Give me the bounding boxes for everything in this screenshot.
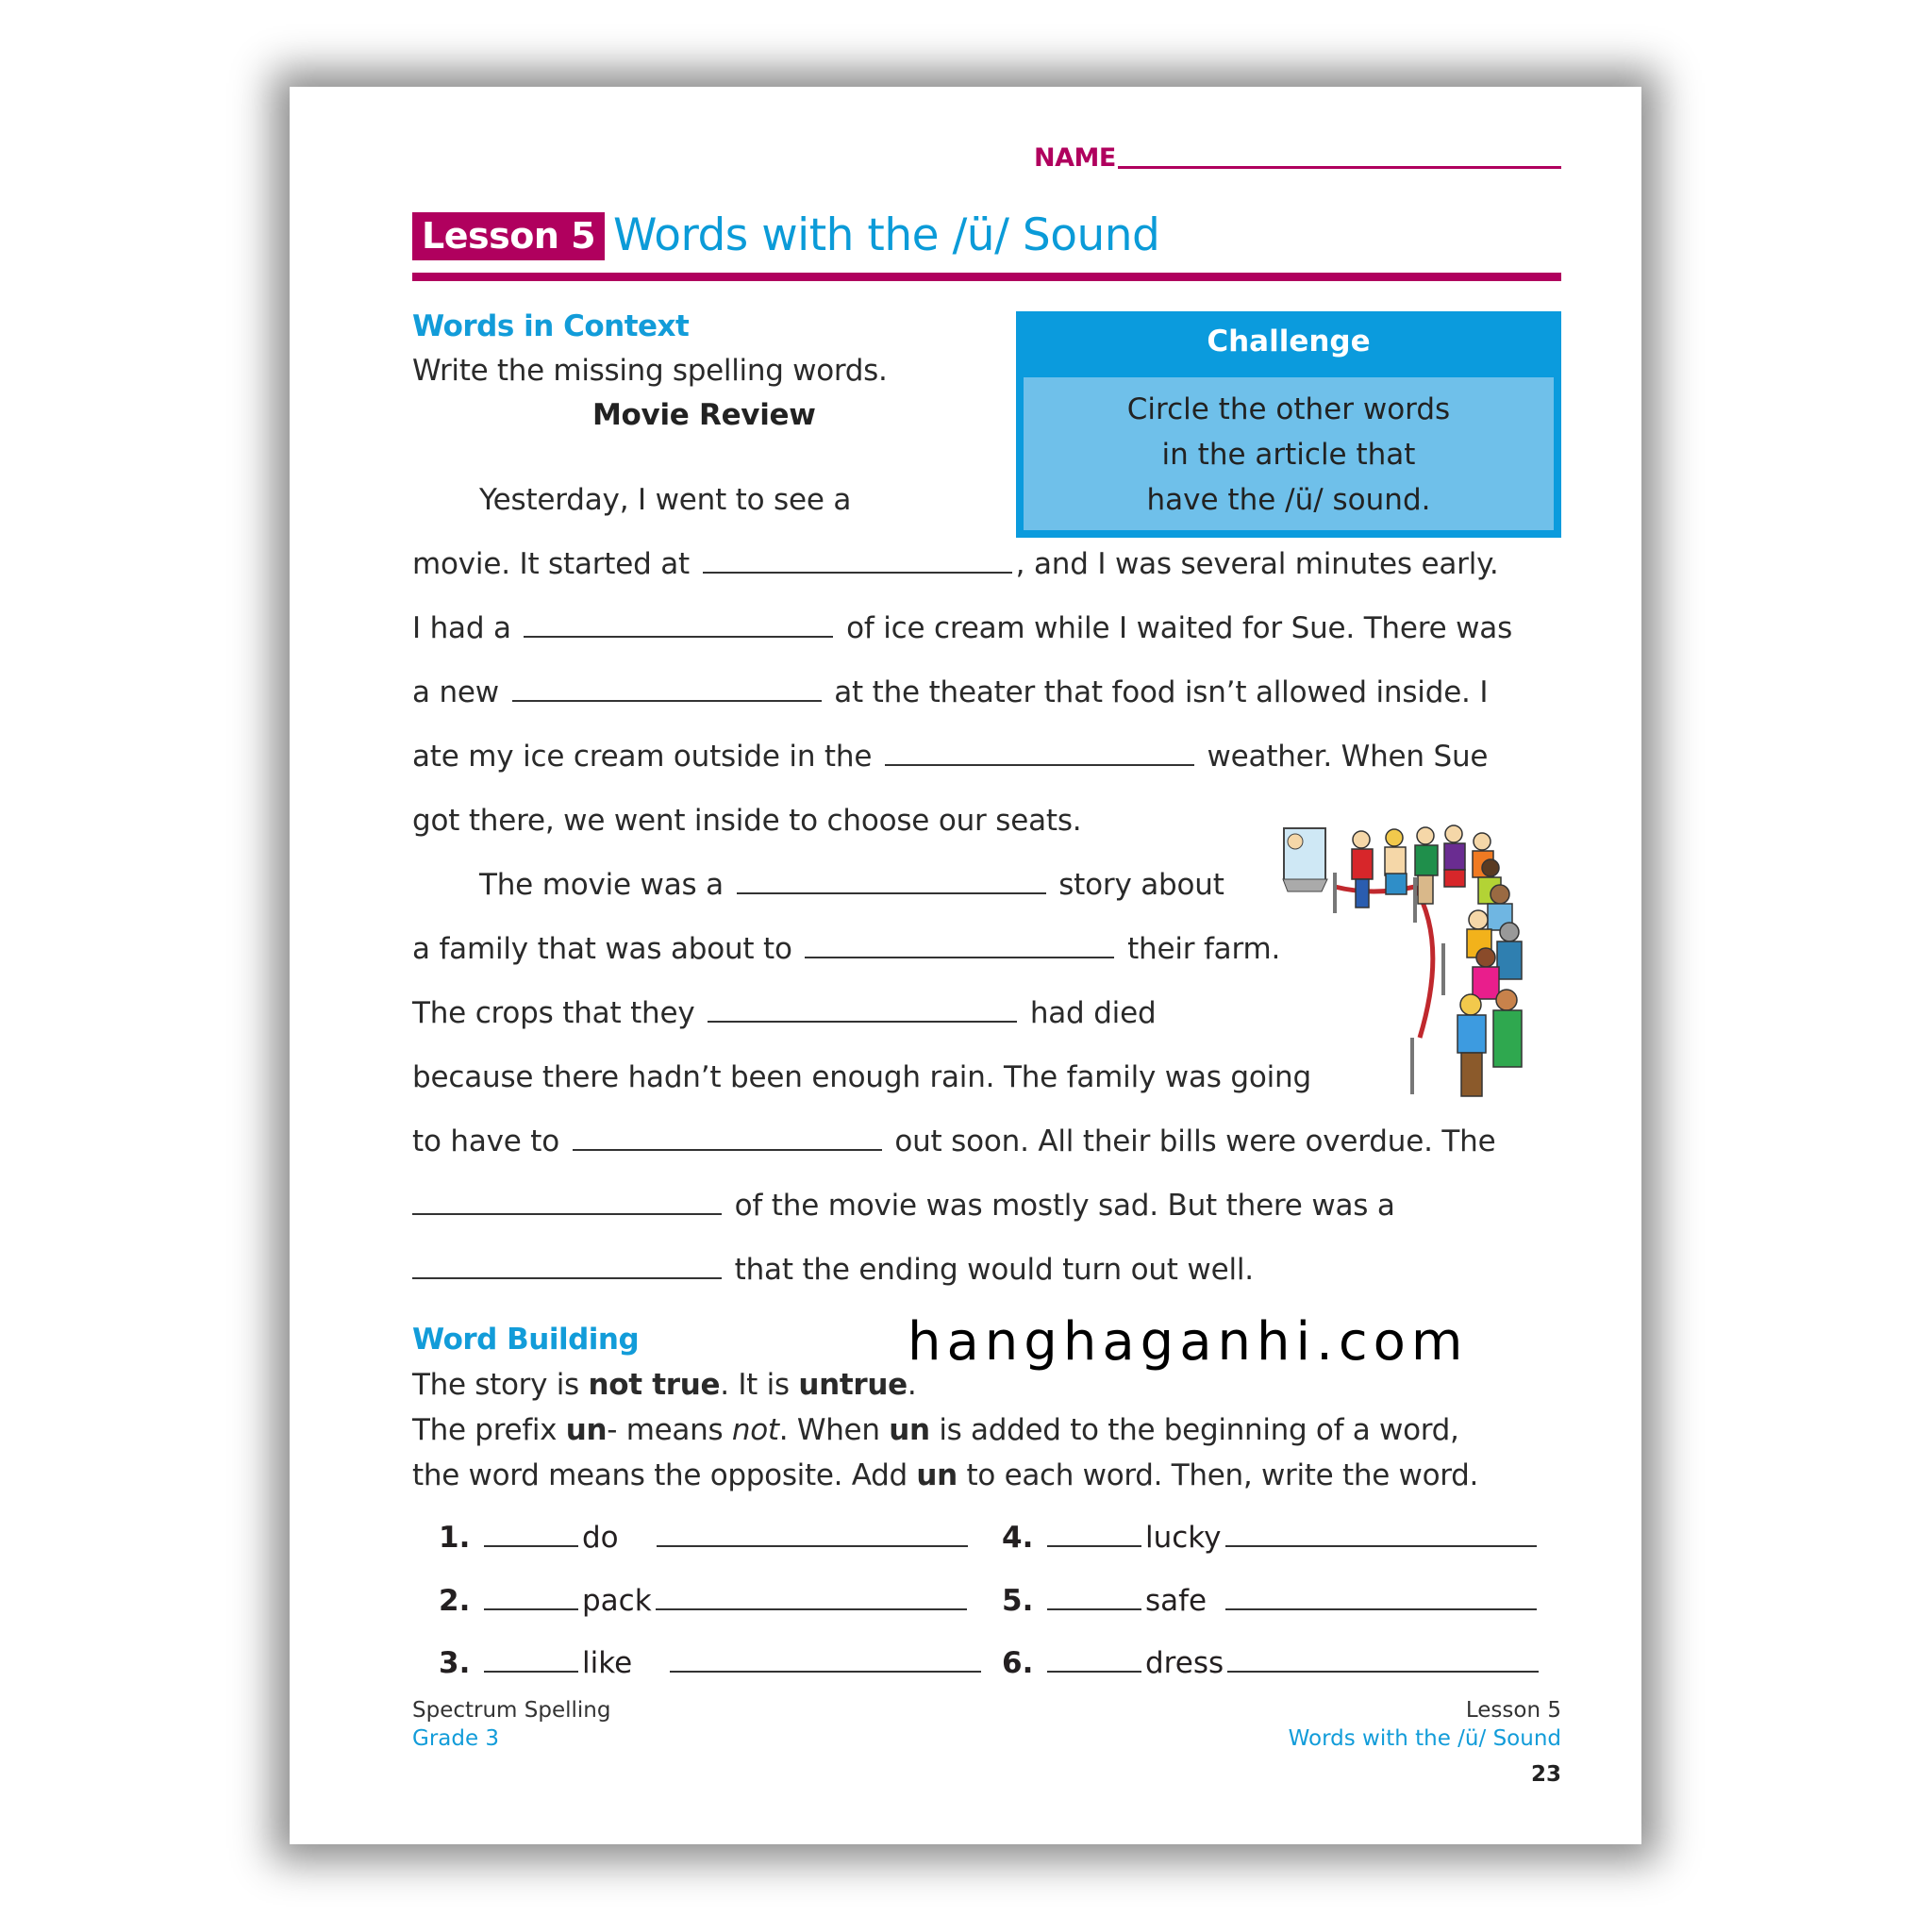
item-number: 6.	[1002, 1646, 1034, 1680]
word-item-5	[1002, 1584, 1541, 1618]
item-number: 1.	[439, 1521, 471, 1555]
text: - means	[607, 1413, 732, 1447]
answer-blank[interactable]	[737, 891, 1046, 894]
article-line-3	[412, 611, 1512, 645]
answer-blank[interactable]	[1227, 1670, 1539, 1673]
answer-blank[interactable]	[1225, 1607, 1537, 1610]
base-word: like	[582, 1646, 633, 1680]
line-text: story about	[1058, 868, 1224, 902]
challenge-line: have the /ü/ sound.	[1146, 483, 1431, 517]
answer-blank[interactable]	[656, 1607, 967, 1610]
article-line-6	[412, 804, 1081, 838]
article-line-10	[412, 1060, 1311, 1094]
footer-book-title: Spectrum Spelling	[412, 1698, 611, 1723]
word-item-6	[1002, 1646, 1542, 1680]
line-text: that the ending would turn out well.	[734, 1253, 1254, 1287]
name-field-line[interactable]	[1118, 166, 1561, 169]
line-text: The crops that they	[412, 996, 695, 1030]
text: The story is	[412, 1368, 589, 1402]
answer-blank[interactable]	[657, 1544, 968, 1547]
line-text: of the movie was mostly sad. But there was a	[734, 1189, 1395, 1223]
article-line-12	[412, 1189, 1395, 1223]
answer-blank[interactable]	[412, 1212, 722, 1215]
challenge-body	[1024, 377, 1554, 530]
item-number: 2.	[439, 1584, 471, 1618]
item-number: 3.	[439, 1646, 471, 1680]
explanation-line-1	[412, 1413, 1459, 1447]
word-building-heading: Word Building	[412, 1323, 640, 1357]
line-text: of ice cream while I waited for Sue. There was	[846, 611, 1513, 645]
name-label: NAME	[1034, 143, 1116, 173]
article-line-8	[412, 932, 1280, 966]
challenge-box	[1016, 311, 1561, 538]
bold-text: not true	[588, 1368, 721, 1402]
challenge-line: Circle the other words	[1126, 392, 1451, 426]
answer-blank[interactable]	[412, 1276, 722, 1279]
answer-blank[interactable]	[703, 571, 1012, 574]
base-word: pack	[582, 1584, 652, 1618]
prefix-blank[interactable]	[1047, 1544, 1141, 1547]
answer-blank[interactable]	[708, 1020, 1017, 1023]
article-line-2	[412, 547, 1499, 581]
prefix-blank[interactable]	[484, 1607, 578, 1610]
answer-blank[interactable]	[885, 763, 1194, 766]
line-text: because there hadn’t been enough rain. The family was going	[412, 1060, 1311, 1094]
page-title: Words with the /ü/ Sound	[613, 209, 1160, 261]
line-text: a family that was about to	[412, 932, 792, 966]
text: the word means the opposite. Add	[412, 1458, 917, 1492]
line-text: I had a	[412, 611, 511, 645]
answer-blank[interactable]	[1225, 1544, 1537, 1547]
line-text: got there, we went inside to choose our seats.	[412, 804, 1082, 838]
line-text: , and I was several minutes early.	[1015, 547, 1499, 581]
prefix-blank[interactable]	[1047, 1607, 1141, 1610]
line-text: weather. When Sue	[1207, 740, 1489, 774]
text: is added to the beginning of a word,	[929, 1413, 1459, 1447]
word-item-2	[439, 1584, 971, 1618]
article-line-4	[412, 675, 1488, 709]
title-divider	[412, 273, 1561, 281]
line-text: out soon. All their bills were overdue. The	[894, 1124, 1496, 1158]
prefix-blank[interactable]	[484, 1670, 578, 1673]
article-line-11	[412, 1124, 1495, 1158]
base-word: safe	[1145, 1584, 1208, 1618]
movie-line-illustration	[1259, 811, 1552, 1113]
base-word: lucky	[1145, 1521, 1222, 1555]
bold-text: un	[889, 1413, 930, 1447]
footer-lesson-title: Words with the /ü/ Sound	[1288, 1726, 1561, 1751]
instruction-text: Write the missing spelling words.	[412, 354, 888, 388]
line-text: movie. It started at	[412, 547, 691, 581]
article-line-1	[479, 483, 851, 517]
people-in-line-icon	[1259, 811, 1552, 1113]
answer-blank[interactable]	[524, 635, 833, 638]
word-item-1	[439, 1521, 972, 1555]
text: The prefix	[412, 1413, 566, 1447]
line-text: at the theater that food isn’t allowed inside. I	[834, 675, 1489, 709]
answer-blank[interactable]	[573, 1148, 882, 1151]
prefix-blank[interactable]	[484, 1544, 578, 1547]
explanation-line-2	[412, 1458, 1478, 1492]
answer-blank[interactable]	[512, 699, 822, 702]
text: . When	[778, 1413, 890, 1447]
line-text: Yesterday, I went to see a	[479, 483, 852, 517]
bold-text: un	[565, 1413, 608, 1447]
article-line-13	[412, 1253, 1254, 1287]
line-text: to have to	[412, 1124, 560, 1158]
article-line-7	[479, 868, 1224, 902]
text: to each word. Then, write the word.	[957, 1458, 1479, 1492]
item-number: 5.	[1002, 1584, 1034, 1618]
word-item-3	[439, 1646, 985, 1680]
line-text: had died	[1029, 996, 1157, 1030]
watermark: hanghaganhi.com	[908, 1311, 1469, 1373]
word-item-4	[1002, 1521, 1541, 1555]
line-text: The movie was a	[479, 868, 724, 902]
page-number: 23	[1530, 1762, 1561, 1787]
article-title: Movie Review	[592, 398, 816, 432]
footer-lesson: Lesson 5	[1465, 1698, 1561, 1723]
article-line-5	[412, 740, 1488, 774]
line-text: their farm.	[1127, 932, 1281, 966]
line-text: ate my ice cream outside in the	[412, 740, 873, 774]
example-sentence	[412, 1368, 916, 1402]
text: .	[907, 1368, 917, 1402]
bold-text: untrue	[798, 1368, 908, 1402]
lesson-badge: Lesson 5	[412, 212, 605, 260]
words-in-context-heading: Words in Context	[412, 309, 690, 343]
prefix-blank[interactable]	[1047, 1670, 1141, 1673]
article-line-9	[412, 996, 1156, 1030]
answer-blank[interactable]	[805, 956, 1114, 958]
italic-text: not	[731, 1413, 779, 1447]
answer-blank[interactable]	[670, 1670, 981, 1673]
base-word: do	[582, 1521, 619, 1555]
challenge-line: in the article that	[1161, 438, 1416, 472]
line-text: a new	[412, 675, 499, 709]
challenge-title: Challenge	[1207, 325, 1371, 358]
bold-text: un	[916, 1458, 958, 1492]
base-word: dress	[1145, 1646, 1224, 1680]
text: . It is	[720, 1368, 799, 1402]
footer-grade: Grade 3	[412, 1726, 500, 1751]
item-number: 4.	[1002, 1521, 1034, 1555]
